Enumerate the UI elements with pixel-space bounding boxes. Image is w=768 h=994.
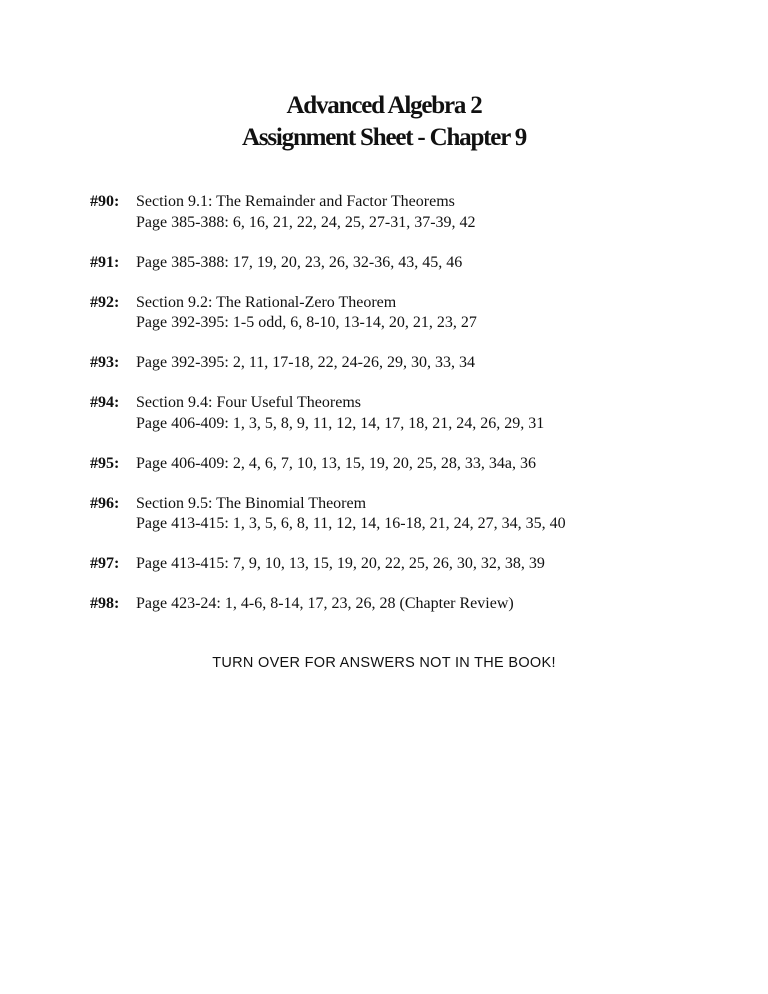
- assignment-details: [136, 554, 730, 575]
- assignment-number: #93:: [90, 354, 120, 371]
- assignment-details: [136, 293, 730, 334]
- assignment-number: #95:: [90, 454, 120, 472]
- assignment-number: #94:: [90, 394, 120, 411]
- assignment-problems: Page 413-415: 7, 9, 10, 13, 15, 19, 20, 22, 25, 26, 30, 32, 38, 39: [136, 555, 545, 572]
- assignment-problems: Page 423-24: 1, 4-6, 8-14, 17, 23, 26, 28 (Chapter Review): [136, 595, 514, 612]
- assignment-item: [90, 293, 730, 334]
- assignment-section: Section 9.5: The Binomial Theorem: [136, 494, 367, 512]
- assignment-item: [90, 554, 730, 575]
- page-title: Advanced Algebra 2: [286, 92, 482, 119]
- assignment-number: #91:: [90, 253, 120, 271]
- assignment-number: #97:: [90, 555, 120, 572]
- turn-over-notice: TURN OVER FOR ANSWERS NOT IN THE BOOK!: [212, 655, 556, 671]
- assignment-problems: Page 392-395: 1-5 odd, 6, 8-10, 13-14, 20, 21, 23, 27: [136, 314, 477, 331]
- assignment-item: [90, 594, 730, 615]
- assignment-problems: Page 385-388: 6, 16, 21, 22, 24, 25, 27-31, 37-39, 42: [136, 213, 476, 231]
- assignment-item: [90, 353, 730, 374]
- assignment-problems: Page 385-388: 17, 19, 20, 23, 26, 32-36, 43, 45, 46: [136, 253, 463, 271]
- assignment-item: [90, 253, 730, 274]
- assignment-details: [136, 494, 730, 535]
- assignment-details: [136, 192, 730, 233]
- assignment-item: [90, 454, 730, 475]
- assignment-problems: Page 413-415: 1, 3, 5, 6, 8, 11, 12, 14, 16-18, 21, 24, 27, 34, 35, 40: [136, 515, 566, 532]
- page-subtitle: Assignment Sheet - Chapter 9: [242, 124, 526, 151]
- assignment-section: Section 9.1: The Remainder and Factor Theorems: [136, 193, 455, 210]
- assignment-list: [90, 192, 730, 634]
- assignment-details: [136, 454, 730, 475]
- assignment-details: [136, 353, 730, 374]
- assignment-item: [90, 192, 730, 233]
- assignment-item: [90, 393, 730, 434]
- assignment-problems: Page 392-395: 2, 11, 17-18, 22, 24-26, 29, 30, 33, 34: [136, 354, 475, 371]
- assignment-problems: Page 406-409: 2, 4, 6, 7, 10, 13, 15, 19, 20, 25, 28, 33, 34a, 36: [136, 454, 536, 472]
- assignment-section: Section 9.2: The Rational-Zero Theorem: [136, 293, 397, 311]
- assignment-number: #92:: [90, 293, 120, 311]
- title-block: [0, 90, 768, 154]
- assignment-problems: Page 406-409: 1, 3, 5, 8, 9, 11, 12, 14, 17, 18, 21, 24, 26, 29, 31: [136, 414, 545, 432]
- assignment-item: [90, 494, 730, 535]
- assignment-number: #98:: [90, 595, 120, 612]
- assignment-number: #96:: [90, 494, 120, 512]
- assignment-number: #90:: [90, 193, 120, 210]
- assignment-details: [136, 253, 730, 274]
- assignment-details: [136, 393, 730, 434]
- assignment-details: [136, 594, 730, 615]
- assignment-section: Section 9.4: Four Useful Theorems: [136, 394, 362, 411]
